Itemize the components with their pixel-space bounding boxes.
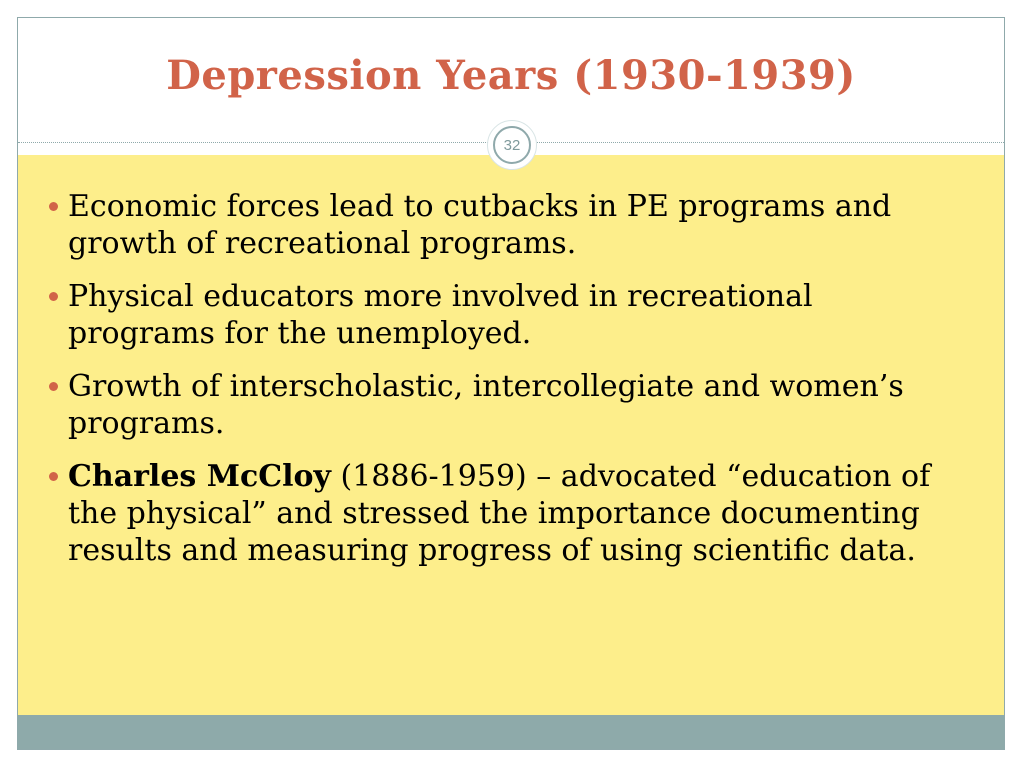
slide-number: 32 <box>493 126 531 164</box>
bullet-list <box>40 188 960 585</box>
slide <box>17 17 1005 750</box>
bullet-bold-name: Charles McCloy <box>68 459 331 494</box>
bullet-text: Growth of interscholastic, intercollegiate and women’s programs. <box>68 369 904 441</box>
bullet-dot-icon <box>49 202 58 211</box>
bullet-item <box>40 368 960 442</box>
bullet-text: Economic forces lead to cutbacks in PE programs and growth of recreational programs. <box>68 189 892 261</box>
bullet-dot-icon <box>49 472 58 481</box>
bullet-dot-icon <box>49 382 58 391</box>
bullet-text: (1886-1959) – advocated “education of the physical” and stressed the importance documenting results and measuring progress of using scientific data. <box>68 459 931 568</box>
slide-number-badge <box>487 120 537 170</box>
slide-title: Depression Years (1930-1939) <box>166 52 856 99</box>
footer-band <box>18 715 1004 749</box>
bullet-text: Physical educators more involved in recreational programs for the unemployed. <box>68 279 813 351</box>
bullet-item <box>40 188 960 262</box>
bullet-dot-icon <box>49 292 58 301</box>
bullet-item <box>40 278 960 352</box>
bullet-item <box>40 458 960 569</box>
